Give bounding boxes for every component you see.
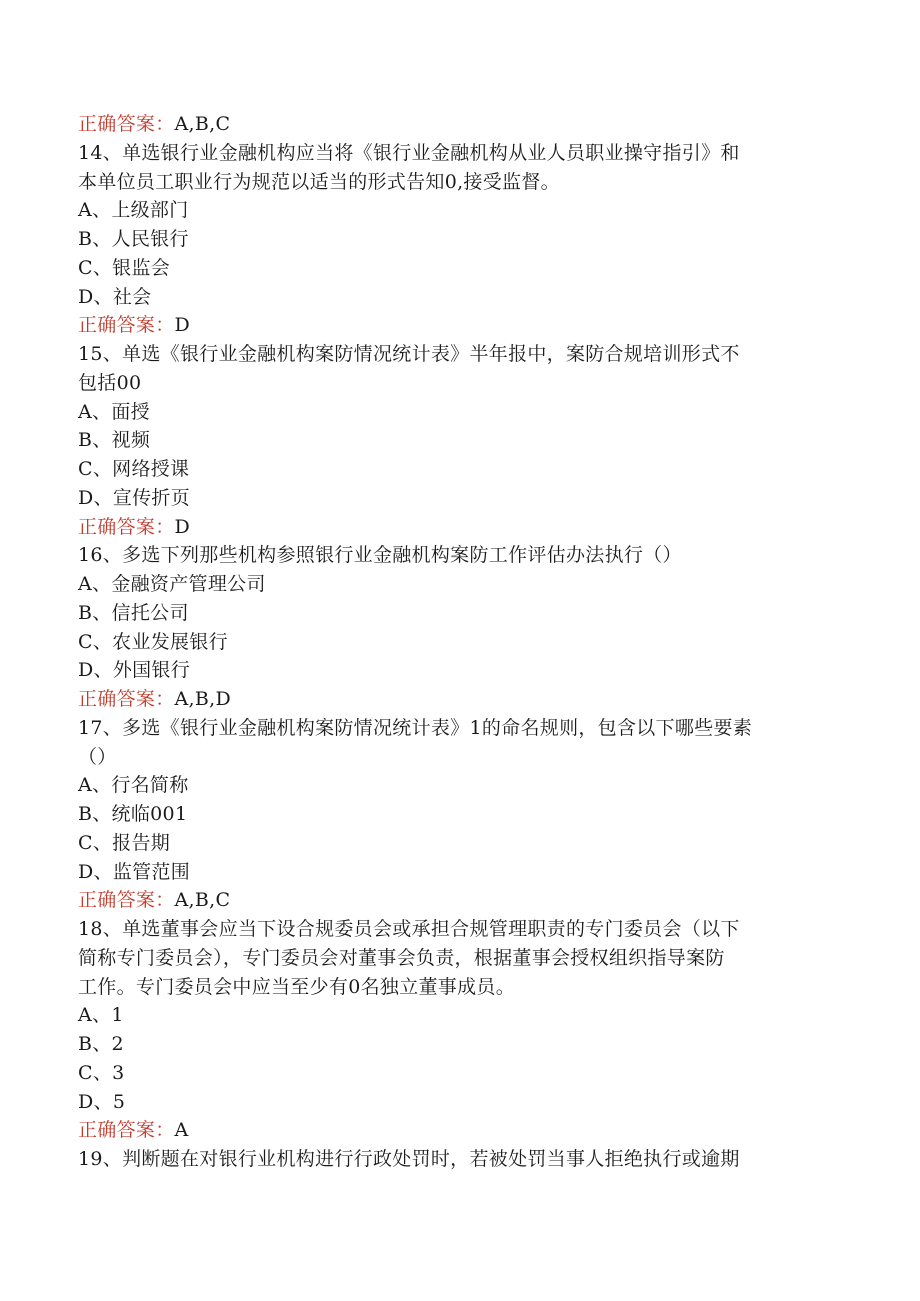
question-19 (78, 1145, 838, 1174)
question-text-line: 工作。专门委员会中应当至少有0名独立董事成员。 (78, 975, 515, 998)
answer-value: A,B,C (174, 889, 231, 912)
option-c: C、银监会 (78, 256, 171, 279)
option-d: D、宣传折页 (78, 486, 191, 509)
option-a: A、上级部门 (78, 199, 189, 222)
option-a: A、面授 (78, 400, 150, 423)
question-text-line: 18、单选董事会应当下设合规委员会或承担合规管理职责的专门委员会（以下 (78, 918, 740, 940)
option-a: A、行名简称 (78, 774, 189, 797)
question-text-line: 19、判断题在对银行业机构进行行政处罚时，若被处罚当事人拒绝执行或逾期 (78, 1148, 740, 1170)
answer-label: 正确答案： (78, 113, 175, 135)
question-text-line: 简称专门委员会），专门委员会对董事会负责，根据董事会授权组织指导案防 (78, 946, 725, 969)
answer-label: 正确答案： (78, 688, 175, 710)
answer-value: A (174, 1119, 189, 1142)
question-text-line: 15、单选《银行业金融机构案防情况统计表》半年报中，案防合规培训形式不 (78, 343, 740, 365)
question-text-line: （） (78, 745, 117, 768)
question-text-line: 14、单选银行业金融机构应当将《银行业金融机构从业人员职业操守指引》和 (78, 141, 740, 164)
question-16 (78, 541, 838, 714)
option-c: C、报告期 (78, 831, 171, 854)
answer-value: D (174, 314, 191, 337)
option-a: A、1 (78, 1004, 124, 1027)
question-text-line: 包括00 (78, 371, 142, 394)
option-b: B、2 (78, 1033, 124, 1055)
answer-line (78, 1116, 838, 1145)
question-14 (78, 139, 838, 340)
question-text-line: 16、多选下列那些机构参照银行业金融机构案防工作评估办法执行（） (78, 544, 682, 567)
option-b: B、人民银行 (78, 228, 189, 250)
answer-label: 正确答案： (78, 515, 175, 538)
option-d: D、社会 (78, 285, 152, 308)
option-c: C、网络授课 (78, 458, 190, 480)
option-d: D、监管范围 (78, 860, 191, 883)
option-b: B、信托公司 (78, 601, 189, 624)
answer-value: A,B,D (174, 688, 232, 710)
question-text-line: 本单位员工职业行为规范以适当的形式告知0,接受监督。 (78, 170, 560, 193)
answer-label: 正确答案： (78, 314, 175, 337)
answer-label: 正确答案： (78, 1119, 175, 1142)
answer-value: A,B,C (174, 113, 231, 135)
question-18 (78, 915, 838, 1145)
option-b: B、视频 (78, 429, 151, 452)
option-b: B、统临001 (78, 803, 188, 825)
option-a: A、金融资产管理公司 (78, 573, 266, 595)
question-15 (78, 340, 838, 541)
question-text-line: 17、多选《银行业金融机构案防情况统计表》1的命名规则，包含以下哪些要素 (78, 716, 753, 739)
question-list (78, 110, 838, 1174)
option-c: C、农业发展银行 (78, 630, 228, 653)
answer-line (78, 513, 838, 542)
answer-line (78, 685, 838, 714)
answer-line (78, 886, 838, 915)
option-d: D、5 (78, 1090, 126, 1113)
answer-line (78, 110, 838, 139)
question-17 (78, 714, 838, 915)
answer-line (78, 311, 838, 340)
option-c: C、3 (78, 1061, 125, 1084)
answer-label: 正确答案： (78, 889, 175, 912)
option-d: D、外国银行 (78, 659, 191, 682)
answer-value: D (174, 515, 191, 538)
